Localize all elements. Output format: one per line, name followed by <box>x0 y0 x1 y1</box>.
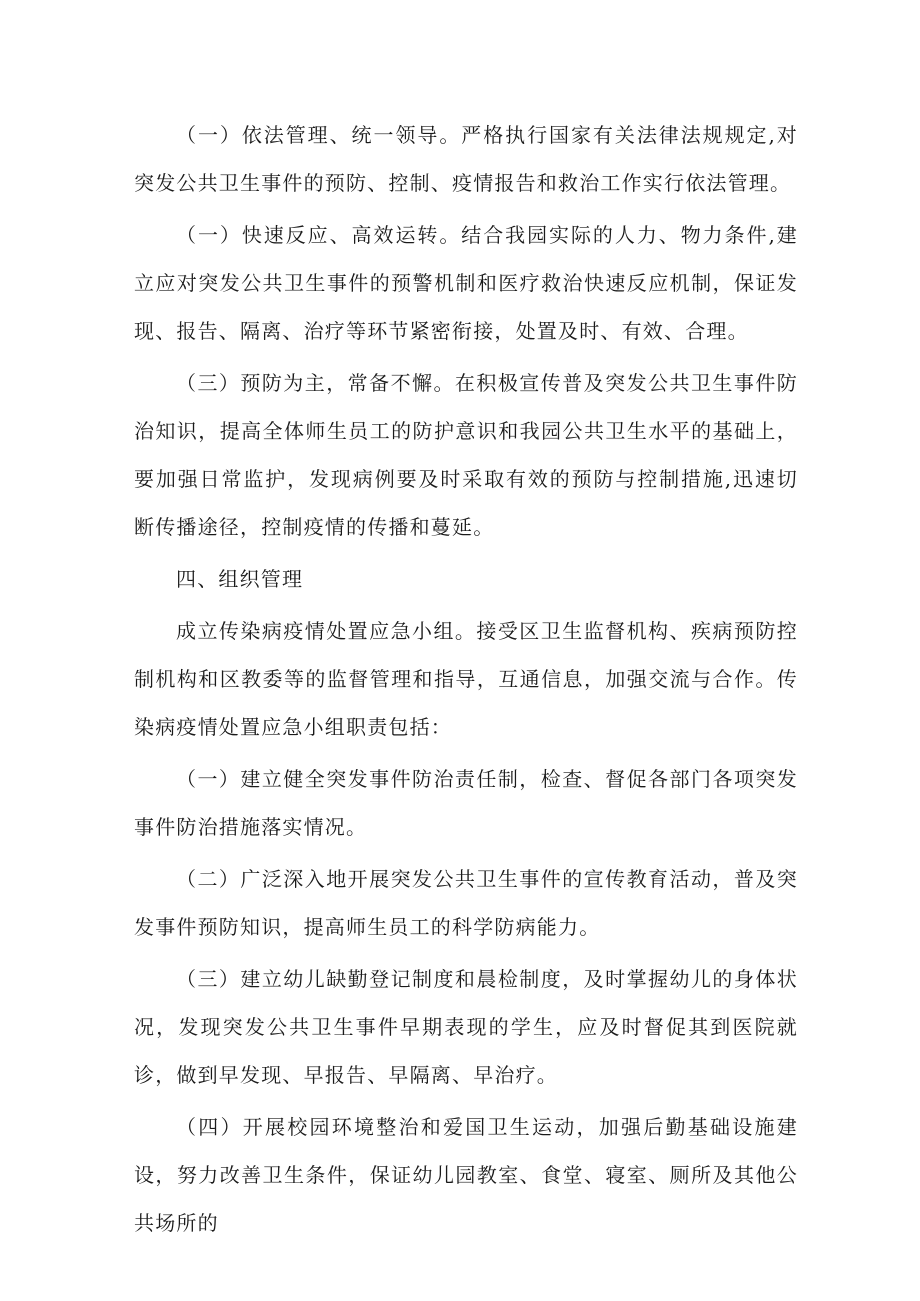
paragraph-duty-responsibility-system: （一）建立健全突发事件防治责任制，检查、督促各部门各项突发事件防治措施落实情况。 <box>134 767 798 839</box>
document-body <box>134 111 798 1251</box>
paragraph-duty-education-campaign: （二）广泛深入地开展突发公共卫生事件的宣传教育活动，普及突发事件预防知识，提高师生员工的科学防病能力。 <box>134 867 798 939</box>
paragraph-emergency-team-intro: 成立传染病疫情处置应急小组。接受区卫生监督机构、疾病预防控制机构和区教委等的监督管理和指导，互通信息，加强交流与合作。传染病疫情处置应急小组职责包括： <box>134 619 798 739</box>
paragraph-duty-environment-sanitation: （四）开展校园环境整治和爱国卫生运动，加强后勤基础设施建设，努力改善卫生条件，保证幼儿园教室、食堂、寝室、厕所及其他公共场所的 <box>134 1115 798 1235</box>
paragraph-principle-prevention-first: （三）预防为主，常备不懈。在积极宣传普及突发公共卫生事件防治知识，提高全体师生员工的防护意识和我园公共卫生水平的基础上，要加强日常监护，发现病例要及时采取有效的预防与控制措施,迅速切断传播途径，控制疫情的传播和蔓延。 <box>134 371 798 539</box>
section-heading-organization-management: 四、组织管理 <box>176 567 304 591</box>
paragraph-principle-legal-management: （一）依法管理、统一领导。严格执行国家有关法律法规规定,对突发公共卫生事件的预防、控制、疫情报告和救治工作实行依法管理。 <box>134 123 798 195</box>
paragraph-duty-attendance-check: （三）建立幼儿缺勤登记制度和晨检制度，及时掌握幼儿的身体状况，发现突发公共卫生事件早期表现的学生，应及时督促其到医院就诊，做到早发现、早报告、早隔离、早治疗。 <box>134 967 798 1087</box>
paragraph-principle-rapid-response: （一）快速反应、高效运转。结合我园实际的人力、物力条件,建立应对突发公共卫生事件的预警机制和医疗救治快速反应机制，保证发现、报告、隔离、治疗等环节紧密衔接，处置及时、有效、合理。 <box>134 223 798 343</box>
